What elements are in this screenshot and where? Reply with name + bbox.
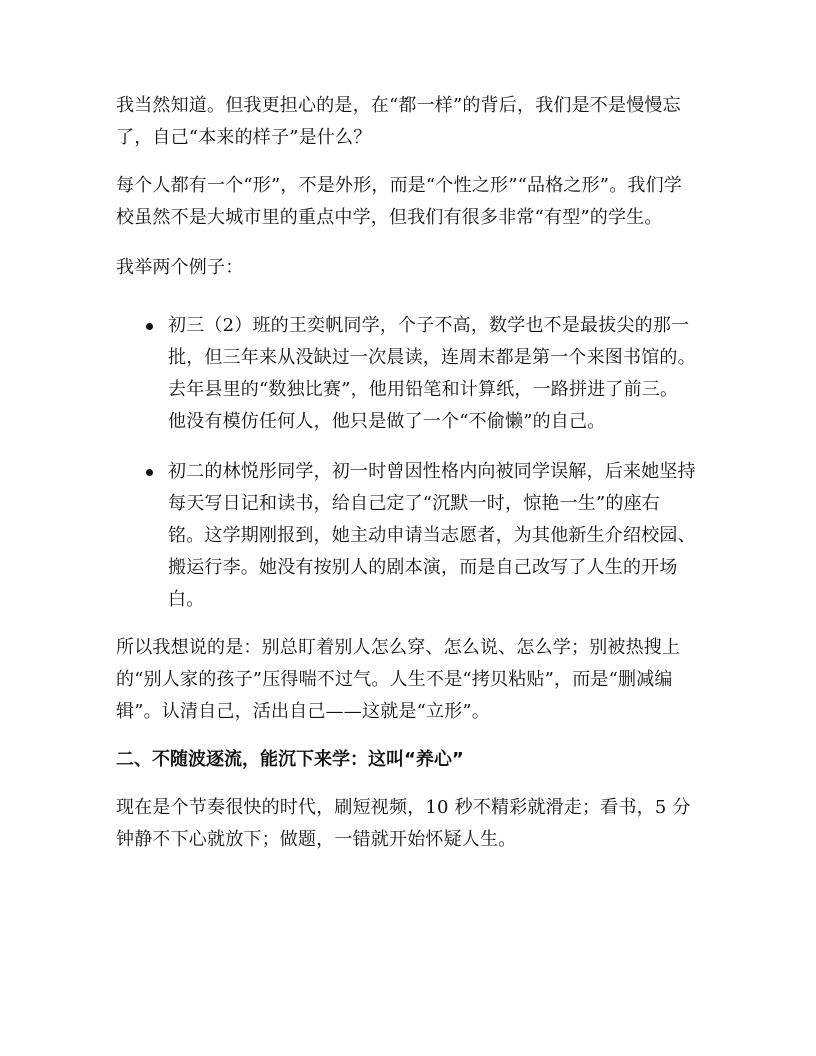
paragraph-section-two: 现在是个节奏很快的时代，刷短视频，10 秒不精彩就滑走；看书，5 分钟静不下心就放下；做题，一错就开始怀疑人生。 <box>116 797 691 850</box>
paragraph-examples-lead: 我举两个例子： <box>116 257 244 278</box>
paragraph-conclusion: 所以我想说的是：别总盯着别人怎么穿、怎么说、怎么学；别被热搜上的“别人家的孩子”压得喘不过气。人生不是“拷贝粘贴”，而是“删减编辑”。认清自己，活出自己——这就是“立形”。 <box>116 637 681 722</box>
paragraph-intro: 我当然知道。但我更担心的是，在“都一样”的背后，我们是不是慢慢忘了，自己“本来的样子”是什么？ <box>116 95 681 148</box>
document-page <box>116 90 696 856</box>
bullet-icon <box>146 323 153 330</box>
list-item <box>116 456 696 616</box>
bullet-icon <box>146 469 153 476</box>
section-heading: 二、不随波逐流，能沉下来学：这叫“养心” <box>116 749 464 770</box>
example-text-wang: 初三（2）班的王奕帆同学，个子不高，数学也不是最拔尖的那一批，但三年来从没缺过一次晨读，连周末都是第一个来图书馆的。去年县里的“数独比赛”，他用铅笔和计算纸，一路拼进了前三。他没有模仿任何人，他只是做了一个“不偷懒”的自己。 <box>168 315 696 432</box>
list-item <box>116 310 696 438</box>
paragraph-shape: 每个人都有一个“形”，不是外形，而是“个性之形”“品格之形”。我们学校虽然不是大城市里的重点中学，但我们有很多非常“有型”的学生。 <box>116 175 683 228</box>
example-text-lin: 初二的林悦彤同学，初一时曾因性格内向被同学误解，后来她坚持每天写日记和读书，给自己定了“沉默一时，惊艳一生”的座右铭。这学期刚报到，她主动申请当志愿者，为其他新生介绍校园、搬运行李。她没有按别人的剧本演，而是自己改写了人生的开场白。 <box>168 461 696 610</box>
examples-list <box>116 310 696 616</box>
